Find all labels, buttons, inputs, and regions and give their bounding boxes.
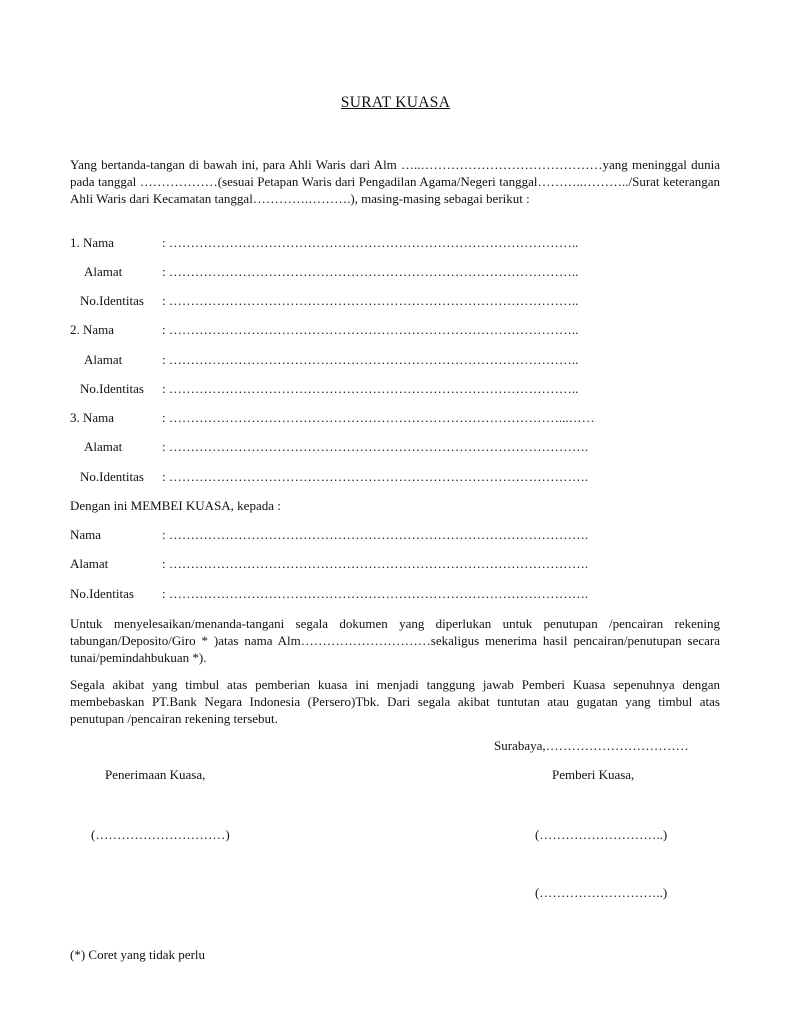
grantor-signature-line-1: (………………………..) [535,827,668,842]
recipient-name-label: Nama [70,527,102,542]
recipient-id-label: No.Identitas [70,586,134,601]
heir-1-address-field: : ………………………………………………………………………………….. [162,264,579,279]
recipient-address-label: Alamat [70,556,109,571]
grantor-signature-line-2: (………………………..) [535,885,668,900]
heir-2-address-row [70,351,730,369]
recipient-signature-line: (…………………………) [91,827,230,842]
recipient-id-field: : ……………………………………………………………………………………. [162,586,589,601]
recipient-name-row [70,526,730,544]
recipient-address-field: : ……………………………………………………………………………………. [162,556,589,571]
heir-3-address-field: : ……………………………………………………………………………………. [162,439,589,454]
heir-1-id-field: : ………………………………………………………………………………….. [162,293,579,308]
heir-2-name-label: 2. Nama [70,322,115,337]
heir-2-address-label: Alamat [84,352,123,367]
liability-paragraph: Segala akibat yang timbul atas pemberian kuasa ini menjadi tanggung jawab Pemberi Kuasa sepenuhnya dengan membebaskan PT.Bank Negara Indonesia (Persero)Tbk. Dari segala akibat tuntutan atau gugatan yang timbul atas penutupan /pencairan rekening tersebut. [70,677,724,726]
heir-3-name-label: 3. Nama [70,410,115,425]
grantor-sign-label: Pemberi Kuasa, [552,767,635,782]
place-date: Surabaya,…………………………… [494,738,689,753]
recipient-id-row [70,585,730,603]
heir-3-name-field: : ………………………………………………………………………………...…… [162,410,595,425]
heir-1-id-label: No.Identitas [80,293,144,308]
recipient-address-row [70,555,730,573]
heir-1-address-label: Alamat [84,264,123,279]
heir-2-id-row [70,380,730,398]
heir-3-id-field: : ……………………………………………………………………………………. [162,469,589,484]
heir-2-name-field: : ………………………………………………………………………………….. [162,322,579,337]
heir-2-name-row [70,321,730,339]
purpose-paragraph: Untuk menyelesaikan/menanda-tangani segala dokumen yang diperlukan untuk penutupan /pencairan rekening tabungan/Deposito/Giro * )atas nama Alm…………………………sekaligus menerima hasil pencairan/penutupan secara tunai/pemindahbukuan *). [70,616,724,665]
heir-1-name-row [70,234,730,252]
heir-2-address-field: : ………………………………………………………………………………….. [162,352,579,367]
heir-2-id-label: No.Identitas [80,381,144,396]
heir-1-id-row [70,292,730,310]
heir-2-id-field: : ………………………………………………………………………………….. [162,381,579,396]
grant-intro: Dengan ini MEMBEI KUASA, kepada : [70,498,281,513]
heir-3-address-label: Alamat [84,439,123,454]
heir-3-address-row [70,438,730,456]
recipient-name-field: : ……………………………………………………………………………………. [162,527,589,542]
footnote: (*) Coret yang tidak perlu [70,947,206,962]
heir-1-name-label: 1. Nama [70,235,115,250]
heir-3-name-row [70,409,730,427]
heir-1-name-field: : ………………………………………………………………………………….. [162,235,579,250]
heir-3-id-label: No.Identitas [80,469,144,484]
intro-paragraph: Yang bertanda-tangan di bawah ini, para Ahli Waris dari Alm …..……………………………………yang meninggal dunia pada tanggal ………………(sesuai Petapan Waris dari Pengadilan Agama/Negeri tanggal………..………../Surat keterangan Ahli Waris dari Kecamatan tanggal………….……….), masing-masing sebagai berikut : [70,157,724,206]
heir-1-address-row [70,263,730,281]
heir-3-id-row [70,468,730,486]
document-title: SURAT KUASA [340,94,451,111]
recipient-sign-label: Penerimaan Kuasa, [105,767,206,782]
